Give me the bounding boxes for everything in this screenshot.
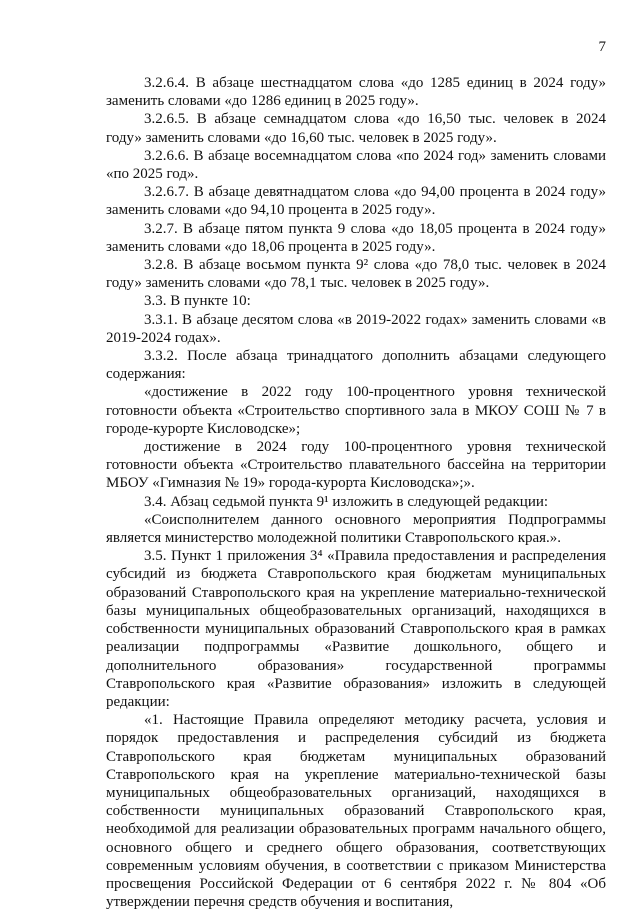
paragraph-3-2-6-7: 3.2.6.7. В абзаце девятнадцатом слова «до 94,00 процента в 2024 году» заменить словами «до 94,10 процента в 2025 году». [106, 184, 606, 219]
quoted-paragraph-2022: «достижение в 2022 году 100-процентного уровня технической готовности объекта «Строительство спортивного зала в МКОУ СОШ № 7 в городе-курорте Кисловодске»; [106, 384, 606, 437]
paragraph-3-2-8: 3.2.8. В абзаце восьмом пункта 9² слова «до 78,0 тыс. человек в 2024 году» заменить словами «до 78,1 тыс. человек в 2025 году». [106, 257, 606, 292]
quoted-paragraph-rules-1: «1. Настоящие Правила определяют методику расчета, условия и порядок предоставления и распределения субсидий из бюджета Ставропольского края бюджетам муниципальных образований Ставропольского края на укрепление материально-технической базы муниципальных общеобразовательных организаций, находящихся в собственности муниципальных образований Ставропольского края, необходимой для реализации образовательных программ начального общего, основного общего и среднего общего образования, соответствующих современным условиям обучения, в соответствии с приказом Министерства просвещения Российской Федерации от 6 сентября 2022 г. № 804 «Об утверждении перечня средств обучения и воспитания, [106, 712, 606, 911]
quoted-paragraph-2024: достижение в 2024 году 100-процентного уровня технической готовности объекта «Строительство плавательного бассейна на территории МБОУ «Гимназия № 19» города-курорта Кисловодска»;». [106, 439, 606, 492]
paragraph-3-2-6-5: 3.2.6.5. В абзаце семнадцатом слова «до 16,50 тыс. человек в 2024 году» заменить словами «до 16,60 тыс. человек в 2025 году». [106, 111, 606, 146]
paragraph-3-4: 3.4. Абзац седьмой пункта 9¹ изложить в следующей редакции: [144, 493, 549, 510]
paragraph-3-2-6-6: 3.2.6.6. В абзаце восемнадцатом слова «по 2024 год» заменить словами «по 2025 год». [106, 147, 606, 183]
quoted-paragraph-coexecutor: «Соисполнителем данного основного мероприятия Подпрограммы является министерство молодежной политики Ставропольского края.». [106, 511, 606, 547]
document-body [106, 74, 606, 911]
paragraph-3-3: 3.3. В пункте 10: [144, 293, 251, 310]
paragraph-3-2-6-4: 3.2.6.4. В абзаце шестнадцатом слова «до 1285 единиц в 2024 году» заменить словами «до 1286 единиц в 2025 году». [106, 75, 606, 110]
paragraph-3-3-1: 3.3.1. В абзаце десятом слова «в 2019-2022 годах» заменить словами «в 2019-2024 годах». [106, 311, 606, 346]
paragraph-3-2-7: 3.2.7. В абзаце пятом пункта 9 слова «до 18,05 процента в 2024 году» заменить словами «до 18,06 процента в 2025 году». [106, 220, 606, 255]
paragraph-3-5: 3.5. Пункт 1 приложения 3⁴ «Правила предоставления и распределения субсидий из бюджета Ставропольского края бюджетам муниципальных образований Ставропольского края на укрепление материально-технической базы муниципальных общеобразовательных организаций, находящихся в собственности муниципальных образований Ставропольского края в рамках реализации подпрограммы «Развитие дошкольного, общего и дополнительного образования» государственной программы Ставропольского края «Развитие образования» изложить в следующей редакции: [106, 548, 606, 710]
paragraph-3-3-2: 3.3.2. После абзаца тринадцатого дополнить абзацами следующего содержания: [106, 348, 606, 383]
page-number: 7 [598, 39, 606, 55]
